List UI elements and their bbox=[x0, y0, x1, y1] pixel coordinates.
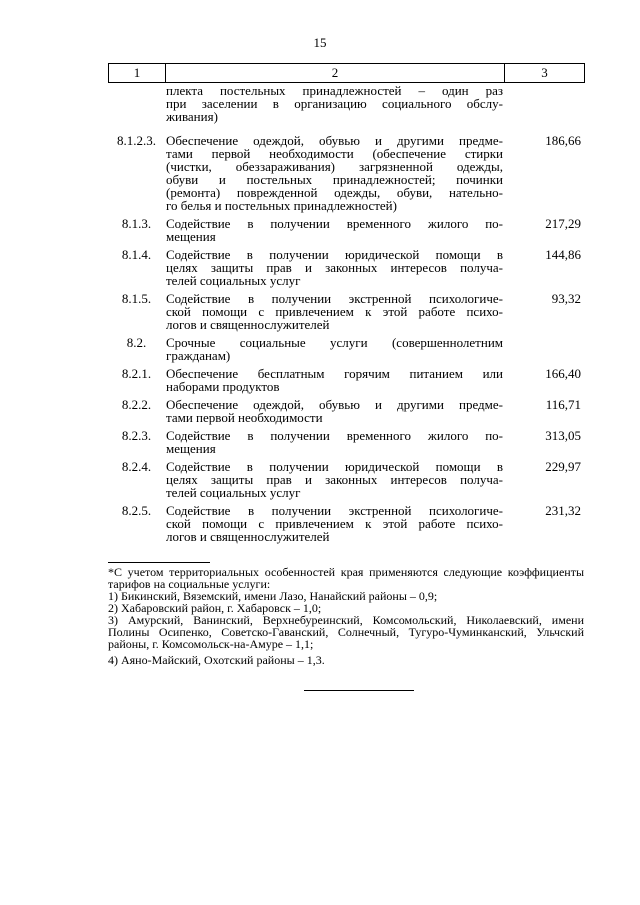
column-header-2: 2 bbox=[166, 64, 505, 83]
row-value: 217,29 bbox=[545, 216, 581, 231]
row-number: 8.2. bbox=[126, 335, 147, 350]
description-line: мещения bbox=[166, 229, 216, 244]
row-description bbox=[165, 248, 503, 287]
description-line: ской помощи с привлечением к этой работе психо- bbox=[166, 516, 503, 531]
description-line: тами первой необходимости bbox=[166, 410, 323, 425]
description-line: тами первой необходимости (обеспечение стирки bbox=[166, 146, 503, 161]
description-line: гражданам) bbox=[166, 348, 231, 363]
row-number: 8.1.5. bbox=[121, 291, 152, 306]
description-line: логов и священнослужителей bbox=[166, 529, 330, 544]
page-number: 15 bbox=[313, 35, 327, 50]
table-row-continuation bbox=[108, 84, 584, 123]
table-row bbox=[108, 292, 584, 331]
row-number bbox=[108, 84, 165, 123]
column-header-1: 1 bbox=[109, 64, 166, 83]
row-number: 8.2.5. bbox=[121, 503, 152, 518]
row-description bbox=[165, 504, 503, 543]
row-value: 116,71 bbox=[545, 397, 581, 412]
description-line: (ремонта) поврежденной одежды, обуви, нательно- bbox=[166, 185, 503, 200]
footnote-intro-line: *С учетом территориальных особенностей края применяются следующие коэффициенты bbox=[108, 565, 584, 579]
table-row bbox=[108, 460, 584, 499]
description-line: целях защиты прав и законных интересов получа- bbox=[166, 472, 503, 487]
footnote-intro-line: тарифов на социальные услуги: bbox=[108, 577, 271, 591]
row-description bbox=[165, 134, 503, 212]
row-description bbox=[165, 367, 503, 393]
row-value: 229,97 bbox=[545, 459, 581, 474]
row-value bbox=[503, 336, 584, 362]
row-description bbox=[165, 217, 503, 243]
row-value: 231,32 bbox=[545, 503, 581, 518]
description-line: Содействие в получении экстренной психологиче- bbox=[166, 291, 503, 306]
table-row bbox=[108, 336, 584, 362]
row-description bbox=[165, 398, 503, 424]
row-description bbox=[165, 460, 503, 499]
footnote-item-2: 2) Хабаровский район, г. Хабаровск – 1,0; bbox=[108, 601, 322, 615]
row-description bbox=[165, 84, 503, 123]
table-row bbox=[108, 429, 584, 455]
row-value: 313,05 bbox=[545, 428, 581, 443]
row-number: 8.2.1. bbox=[121, 366, 152, 381]
row-value: 93,32 bbox=[551, 291, 581, 306]
description-line: Содействие в получении экстренной психологиче- bbox=[166, 503, 503, 518]
row-value: 166,40 bbox=[545, 366, 581, 381]
table-row bbox=[108, 504, 584, 543]
end-of-section-rule bbox=[304, 690, 414, 691]
row-value: 186,66 bbox=[545, 133, 581, 148]
description-line: телей социальных услуг bbox=[166, 273, 301, 288]
table-row bbox=[108, 367, 584, 393]
services-table-body bbox=[108, 84, 584, 548]
description-line: логов и священнослужителей bbox=[166, 317, 330, 332]
description-line: го белья и постельных принадлежностей) bbox=[166, 198, 397, 213]
description-line: Содействие в получении временного жилого по- bbox=[166, 216, 503, 231]
description-line: Обеспечение бесплатным горячим питанием или bbox=[166, 366, 503, 381]
description-line: целях защиты прав и законных интересов получа- bbox=[166, 260, 503, 275]
row-description bbox=[165, 292, 503, 331]
footnote-item-3-line: 3) Амурский, Ванинский, Верхнебуреинский, Комсомольский, Николаевский, имени bbox=[108, 613, 584, 627]
table-row bbox=[108, 248, 584, 287]
table-row bbox=[108, 134, 584, 212]
description-line: мещения bbox=[166, 441, 216, 456]
description-line: наборами продуктов bbox=[166, 379, 280, 394]
footnote-item-1: 1) Бикинский, Вяземский, имени Лазо, Нанайский районы – 0,9; bbox=[108, 589, 438, 603]
description-line: Содействие в получении юридической помощи в bbox=[166, 247, 503, 262]
footnote-item-3-line: Полины Осипенко, Советско-Гаванский, Солнечный, Тугуро-Чуминканский, Ульчский bbox=[108, 625, 584, 639]
row-value: 144,86 bbox=[545, 247, 581, 262]
description-line: телей социальных услуг bbox=[166, 485, 301, 500]
footnotes bbox=[108, 566, 584, 666]
row-number: 8.2.4. bbox=[121, 459, 152, 474]
row-value bbox=[503, 84, 584, 123]
footnote-item-4: 4) Аяно-Майский, Охотский районы – 1,3. bbox=[108, 653, 325, 667]
table-header bbox=[108, 63, 585, 83]
description-line: Содействие в получении юридической помощи в bbox=[166, 459, 503, 474]
description-line: Обеспечение одеждой, обувью и другими предме- bbox=[166, 397, 503, 412]
description-line: Срочные социальные услуги (совершеннолетним bbox=[166, 335, 503, 350]
footnote-item-3-line: районы, г. Комсомольск-на-Амуре – 1,1; bbox=[108, 637, 314, 651]
description-line: живания) bbox=[166, 109, 218, 124]
row-number: 8.2.2. bbox=[121, 397, 152, 412]
description-line: (чистки, обеззараживания) загрязненной одежды, bbox=[166, 159, 503, 174]
description-line: при заселении в организацию социального обслу- bbox=[166, 96, 503, 111]
description-line: плекта постельных принадлежностей – один раз bbox=[166, 83, 503, 98]
row-number: 8.1.4. bbox=[121, 247, 152, 262]
row-number: 8.2.3. bbox=[121, 428, 152, 443]
description-line: обуви и постельных принадлежностей; починки bbox=[166, 172, 503, 187]
row-description bbox=[165, 429, 503, 455]
description-line: ской помощи с привлечением к этой работе психо- bbox=[166, 304, 503, 319]
footnote-divider bbox=[108, 562, 210, 563]
table-row bbox=[108, 217, 584, 243]
table-row bbox=[108, 398, 584, 424]
row-description bbox=[165, 336, 503, 362]
row-number: 8.1.2.3. bbox=[117, 133, 156, 148]
description-line: Обеспечение одеждой, обувью и другими предме- bbox=[166, 133, 503, 148]
row-number: 8.1.3. bbox=[121, 216, 152, 231]
rows-container bbox=[108, 134, 584, 543]
column-header-3: 3 bbox=[505, 64, 585, 83]
description-line: Содействие в получении временного жилого по- bbox=[166, 428, 503, 443]
